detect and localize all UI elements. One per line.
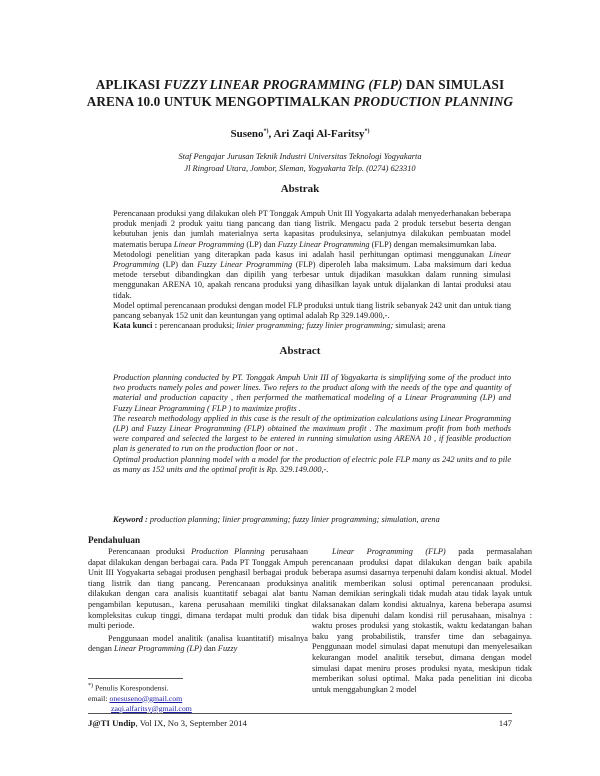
affiliation-line: Staf Pengajar Jurusan Teknik Industri Universitas Teknologi Yogyakarta — [178, 152, 422, 161]
keyword-label: Keyword : — [113, 515, 148, 524]
email-label: email: — [88, 693, 110, 703]
footnote-rule — [88, 678, 183, 679]
paper-title — [60, 76, 540, 110]
affiliation — [60, 151, 540, 175]
section-heading: Pendahuluan — [88, 535, 141, 545]
abstrak-paragraph: Perencanaan produksi yang dilakukan oleh PT Tonggak Ampuh Unit III Yogyakarta adalah menyederhanakan beberapa produk menjadi 2 produk yaitu tiang pancang dan tiang listrik. Mengacu pada 2 produk tersebut beserta dengan kebutuhan jenis dan jumlah materialnya serta kapasitas produksinya, selanjutnya dilakukan pembuatan model matematis berupa Linear Programming (LP) dan Fuzzy Linear Programming (FLP) dengan memaksimumkan laba. — [113, 209, 511, 249]
affiliation-line: Jl Ringroad Utara, Jombor, Sleman, Yogyakarta Telp. (0274) 623310 — [184, 164, 416, 173]
keywords — [113, 515, 523, 525]
keyword-text: production planning; linier programming; fuzzy linier programming; simulation, arena — [147, 515, 440, 524]
journal-citation — [88, 718, 247, 728]
abstract-paragraph: The research methodology applied in this case is the result of the optimization calculations using Linear Programming (LP) and Fuzzy Linear Programming (FLP) obtained the maximum profit . The maximum profit from both methods were compared and selected the largest to be entered in running simulation using ARENA 10 , if feasible production plan is generated to run on the production floor or not . — [113, 413, 511, 454]
author-separator: , — [268, 128, 274, 140]
email-link[interactable]: zaqi.alfaritsy@gmail.com — [111, 703, 192, 713]
abstract-paragraph: Production planning conducted by PT. Tonggak Ampuh Unit III of Yogyakarta is simplifying some of the product into two products namely poles and power lines. Two refers to the product along with the needs of the type and quantity of material and production capacity , then performed the mathematical modeling of a Linear Programming (LP) and Fuzzy Linear Programming ( FLP ) to maximize profits . — [113, 373, 511, 413]
body-paragraph: Linear Programming (FLP) pada permasalahan perencanaan produksi dapat dilakukan dengan baik apabila beberapa asumsi dasarnya terpenuhi dalam kondisi aktual. Model analitik memberikan solusi optimal perencanaan produksi. Naman demikian seringkali tidak mudah atau tidak layak untuk dilaksanakan dalam kondisi aktualnya, karena beberapa asumsi tidak bisa dipenuhi dalam kondisi riil perusahaan, misalnya : waktu proses produksi yang stokastik, waktu kedatangan bahan baku yang probabilistik, transfer time dan sebagainya. Penggunaan model simulasi dapat menutupi dan menyelesaikan kekurangan model analitik tersebut, dimana dengan model simulasi dapat meniru proses produksi nyata, meskipun tidak memberikan solusi optimal. Maka pada penelitian ini dicoba untuk menggabungkan 2 model — [312, 547, 532, 694]
title-part: APLIKASI — [95, 77, 164, 92]
title-part: PRODUCTION PLANNING — [353, 94, 514, 109]
footer-rule — [88, 713, 512, 714]
kata-kunci — [113, 321, 523, 331]
body-paragraph: Penggunaan model analitik (analisa kuantitatif) misalnya dengan Linear Programming (LP) dan Fuzzy — [88, 633, 308, 654]
keyword-text: simulasi; arena — [393, 321, 446, 330]
title-part: FUZZY LINEAR PROGRAMMING (FLP) — [163, 77, 403, 92]
title-part: DAN SIMULASI — [402, 77, 505, 92]
email-link[interactable]: onesuseno@gmail.com — [109, 693, 183, 703]
author-mark: *) — [263, 128, 269, 135]
journal-name: J@TI Undip — [88, 718, 136, 728]
journal-issue: , Vol IX, No 3, September 2014 — [135, 718, 247, 728]
keyword-text: linier programming; fuzzy linier programming; — [236, 321, 394, 330]
right-column — [312, 547, 532, 695]
body-paragraph: Perencanaan produksi Production Planning perusahaan dapat dilakukan dengan berbagai cara. Pada PT Tonggak Ampuh Unit III Yogyakarta sebagai produsen penghasil berbagai produk tiang listrik dan tiang pancang. Perencanaan produksinya dilakukan dengan cara analisis kuantitatif sebagai alat bantu pengambilan keputusan., karena perusahaan memiliki tingkat kompleksitas cukup tinggi, dimana terdapat multi produk dan multi periode. — [88, 547, 308, 631]
abstrak-heading: Abstrak — [280, 183, 320, 195]
author-name: Suseno — [230, 128, 264, 140]
footnote — [88, 681, 298, 714]
abstract-heading: Abstract — [279, 345, 321, 357]
left-column — [88, 547, 308, 655]
abstrak-paragraph: Model optimal perencanaan produksi dengan model FLP produksi untuk tiang listrik sebanyak 242 unit dan untuk tiang pancang sebanyak 152 unit dan keuntungan yang optimal adalah Rp 329.149.000,-. — [113, 300, 511, 321]
page-number: 147 — [498, 718, 512, 728]
title-part: ARENA 10.0 UNTUK MENGOPTIMALKAN — [86, 94, 354, 109]
authors — [60, 128, 540, 140]
keyword-label: Kata kunci : — [113, 321, 158, 330]
footnote-label: Penulis Korespondensi. — [93, 683, 169, 693]
footnote-mark: *) — [88, 683, 93, 689]
keyword-text: perencanaan produksi; — [157, 321, 237, 330]
abstrak-paragraph: Metodologi penelitian yang diterapkan pada kasus ini adalah hasil perhitungan optimasi menggunakan Linear Programming (LP) dan Fuzzy Linear Programming (FLP) diperoleh laba maksimum. Laba maksimum dari kedua metode tersebut dibandingkan dan dipilih yang terbesar untuk dijadikan masukkan dalam running simulasi menggunakan ARENA 10, apakah rencana produksi yang dihasilkan layak untuk dijalankan di lantai produksi atau tidak. — [113, 249, 511, 300]
author-mark: *) — [364, 128, 370, 135]
abstract-paragraph: Optimal production planning model with a model for the production of electric pole FLP many as 242 units and to pile as many as 152 units and the optimal profit is Rp. 329.149.000,-. — [113, 454, 511, 474]
abstrak-body — [113, 209, 511, 321]
author-name: Ari Zaqi Al-Faritsy — [273, 128, 365, 140]
abstract-body — [113, 373, 511, 475]
